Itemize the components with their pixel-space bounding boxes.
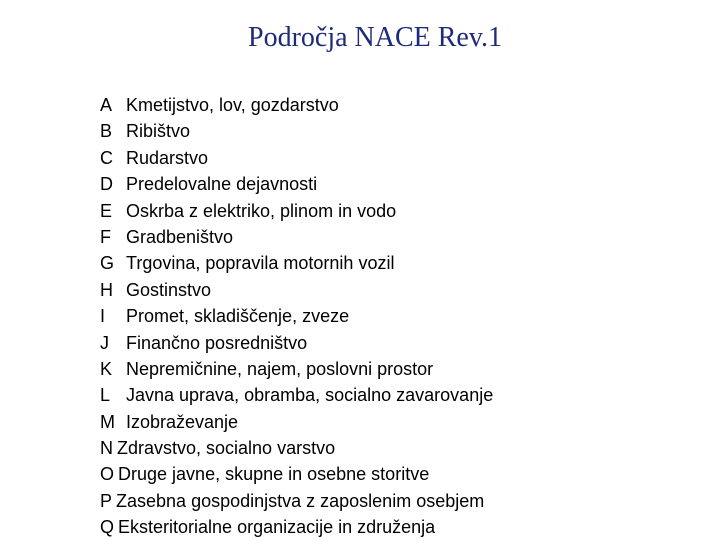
sector-label: Promet, skladiščenje, zveze <box>126 306 350 327</box>
list-item <box>100 514 493 540</box>
sector-code: E <box>100 200 113 221</box>
sector-code: K <box>100 358 113 379</box>
sector-label: Ribištvo <box>126 121 191 142</box>
sector-label: Kmetijstvo, lov, gozdarstvo <box>126 95 339 115</box>
sector-code: F <box>100 226 111 247</box>
list-item <box>100 356 493 382</box>
list-item <box>100 277 493 303</box>
list-item <box>100 488 493 514</box>
sector-code: J <box>100 332 109 353</box>
list-item <box>100 92 493 118</box>
sector-label: Nepremičnine, najem, poslovni prostor <box>126 358 434 379</box>
list-item <box>100 382 493 408</box>
sector-label: Druge javne, skupne in osebne storitve <box>118 464 430 485</box>
sector-label: Rudarstvo <box>126 147 209 168</box>
sector-code: G <box>100 253 115 274</box>
list-item <box>100 198 493 224</box>
list-item <box>100 303 493 329</box>
sector-code: N <box>100 438 113 459</box>
page-title: Področja NACE Rev.1 <box>248 22 503 53</box>
sector-code: O <box>100 464 115 485</box>
nace-sector-list <box>100 92 493 541</box>
list-item <box>100 435 493 461</box>
sector-label: Finančno posredništvo <box>126 332 308 353</box>
list-item <box>100 330 493 356</box>
sector-label: Izobraževanje <box>126 411 239 432</box>
sector-label: Eksteritorialne organizacije in združenja <box>118 517 436 538</box>
sector-label: Trgovina, popravila motornih vozil <box>126 253 395 274</box>
sector-code: H <box>100 279 113 300</box>
sector-label: Zasebna gospodinjstva z zaposlenim osebjem <box>116 490 485 511</box>
list-item <box>100 145 493 171</box>
sector-label: Zdravstvo, socialno varstvo <box>117 438 336 459</box>
sector-code: P <box>100 490 113 511</box>
sector-code: C <box>100 147 113 168</box>
list-item <box>100 250 493 276</box>
sector-code: L <box>100 385 111 406</box>
list-item <box>100 171 493 197</box>
sector-code: I <box>100 306 106 327</box>
sector-label: Javna uprava, obramba, socialno zavarovanje <box>126 385 494 406</box>
sector-code: M <box>100 411 115 432</box>
sector-label: Predelovalne dejavnosti <box>126 174 318 195</box>
list-item <box>100 409 493 435</box>
sector-label: Gostinstvo <box>126 279 212 300</box>
sector-code: B <box>100 121 113 142</box>
sector-code: A <box>100 95 113 115</box>
list-item <box>100 224 493 250</box>
sector-label: Gradbeništvo <box>126 226 234 247</box>
list-item <box>100 461 493 487</box>
list-item <box>100 118 493 144</box>
sector-code: Q <box>100 517 115 538</box>
sector-code: D <box>100 174 113 195</box>
sector-label: Oskrba z elektriko, plinom in vodo <box>126 200 397 221</box>
